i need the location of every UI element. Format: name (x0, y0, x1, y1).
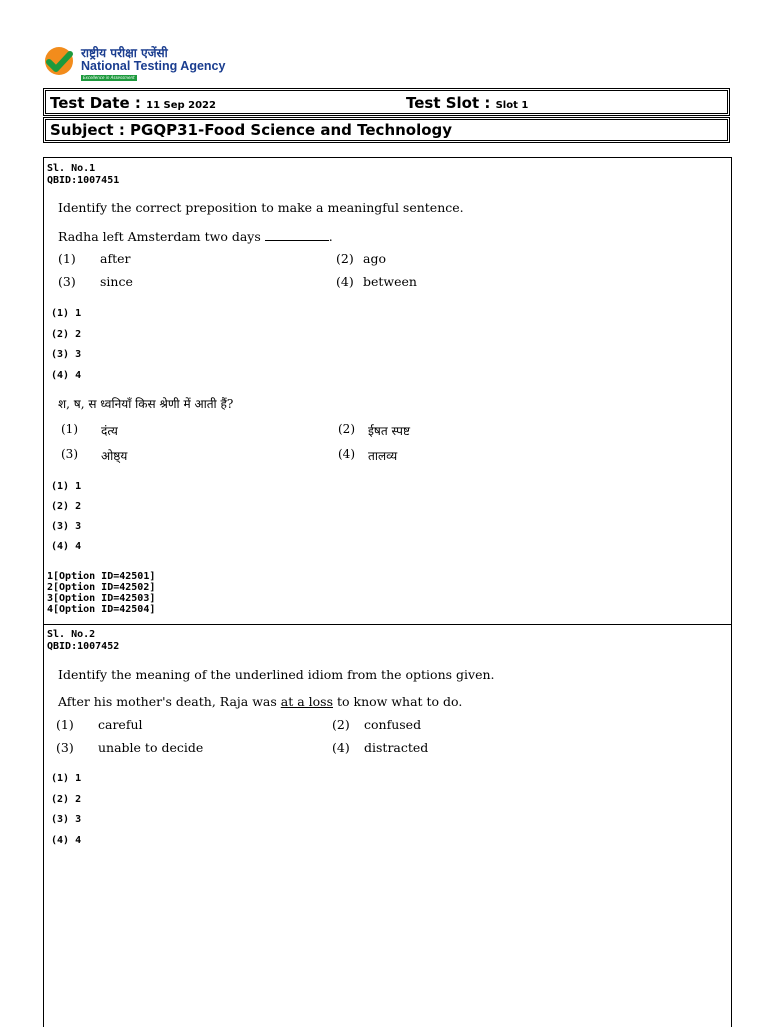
q1-hindi-option-4 (338, 447, 398, 463)
q1-hindi-option-1 (61, 422, 118, 438)
logo-english-text: National Testing Agency (81, 59, 226, 73)
option-text: careful (98, 717, 143, 732)
option-number: (2) (338, 422, 355, 436)
option-number: (4) (332, 740, 350, 755)
q2-underlined-idiom: at a loss (280, 694, 333, 709)
subject-title: Subject : PGQP31-Food Science and Technology (50, 121, 453, 139)
q1-option-4 (336, 274, 417, 289)
q1-hindi-answer-2: (2) 2 (51, 501, 82, 512)
logo-tagline: Excellence in Assessment (83, 75, 135, 80)
q1-option-id-2: 2[Option ID=42502] (47, 582, 156, 593)
test-date (50, 94, 216, 112)
option-text: दंत्य (101, 424, 118, 438)
option-text: confused (364, 717, 422, 732)
q1-hindi-option-2 (338, 422, 410, 438)
q2-sentence-end: to know what to do. (336, 694, 463, 709)
q1-hindi-answer-4: (4) 4 (51, 541, 82, 552)
q2-answer-2: (2) 2 (51, 794, 82, 805)
logo-hindi-text: राष्ट्रीय परीक्षा एजेंसी (81, 46, 168, 60)
q2-option-3 (56, 740, 204, 755)
q1-qbid: QBID:1007451 (47, 175, 120, 186)
option-number: (3) (61, 447, 78, 461)
option-text: ओष्ठ्य (101, 449, 128, 463)
test-info-box (43, 88, 730, 116)
test-date-value: 11 Sep 2022 (146, 100, 216, 111)
q1-answer-4: (4) 4 (51, 370, 82, 381)
q1-option-id-1: 1[Option ID=42501] (47, 571, 156, 582)
option-text: distracted (364, 740, 429, 755)
option-number: (1) (61, 422, 78, 436)
option-number: (2) (336, 251, 354, 266)
q2-qbid: QBID:1007452 (47, 641, 120, 652)
q1-blank (265, 230, 329, 241)
q1-option-id-4: 4[Option ID=42504] (47, 604, 156, 615)
option-text: ago (363, 251, 386, 266)
q2-answer-4: (4) 4 (51, 835, 82, 846)
q2-option-4 (332, 740, 429, 755)
q1-answer-3: (3) 3 (51, 349, 82, 360)
q2-sentence (58, 694, 462, 709)
option-text: after (100, 251, 131, 266)
q1-sentence-text: Radha left Amsterdam two days (58, 229, 261, 244)
q1-hindi-option-3 (61, 447, 128, 463)
option-number: (3) (56, 740, 74, 755)
q2-sl-no: Sl. No.2 (47, 629, 96, 640)
test-date-label: Test Date : (50, 94, 141, 112)
test-slot-value: Slot 1 (495, 100, 529, 111)
option-text: since (100, 274, 133, 289)
q2-sentence-text: After his mother's death, Raja was (58, 694, 277, 709)
subject-box (43, 117, 730, 143)
option-number: (3) (58, 274, 76, 289)
q2-instruction: Identify the meaning of the underlined idiom from the options given. (58, 667, 495, 682)
nta-logo (44, 44, 244, 84)
q1-hindi-question: श, ष, स ध्वनियाँ किस श्रेणी में आती हैं? (58, 397, 234, 411)
option-text: between (363, 274, 417, 289)
nta-check-icon (44, 46, 74, 76)
question-container (43, 157, 732, 1027)
option-text: तालव्य (368, 449, 398, 463)
q1-answer-2: (2) 2 (51, 329, 82, 340)
option-text: ईषत स्पष्ट (368, 424, 410, 438)
test-slot-label: Test Slot : (406, 94, 491, 112)
q1-sentence-end: . (328, 229, 333, 244)
q1-instruction: Identify the correct preposition to make a meaningful sentence. (58, 200, 464, 215)
option-number: (1) (58, 251, 76, 266)
q1-option-1 (58, 251, 131, 266)
q1-hindi-answer-3: (3) 3 (51, 521, 82, 532)
q1-option-2 (336, 251, 386, 266)
q1-option-id-3: 3[Option ID=42503] (47, 593, 156, 604)
option-number: (2) (332, 717, 350, 732)
q2-option-1 (56, 717, 143, 732)
option-text: unable to decide (98, 740, 204, 755)
q2-answer-1: (1) 1 (51, 773, 82, 784)
q2-answer-3: (3) 3 (51, 814, 82, 825)
q1-sl-no: Sl. No.1 (47, 163, 96, 174)
option-number: (4) (336, 274, 354, 289)
q1-option-3 (58, 274, 133, 289)
question-divider (44, 624, 731, 625)
option-number: (4) (338, 447, 355, 461)
test-slot (406, 94, 528, 112)
q1-sentence (58, 229, 333, 244)
q2-option-2 (332, 717, 422, 732)
q1-hindi-answer-1: (1) 1 (51, 481, 82, 492)
q1-answer-1: (1) 1 (51, 308, 82, 319)
option-number: (1) (56, 717, 74, 732)
